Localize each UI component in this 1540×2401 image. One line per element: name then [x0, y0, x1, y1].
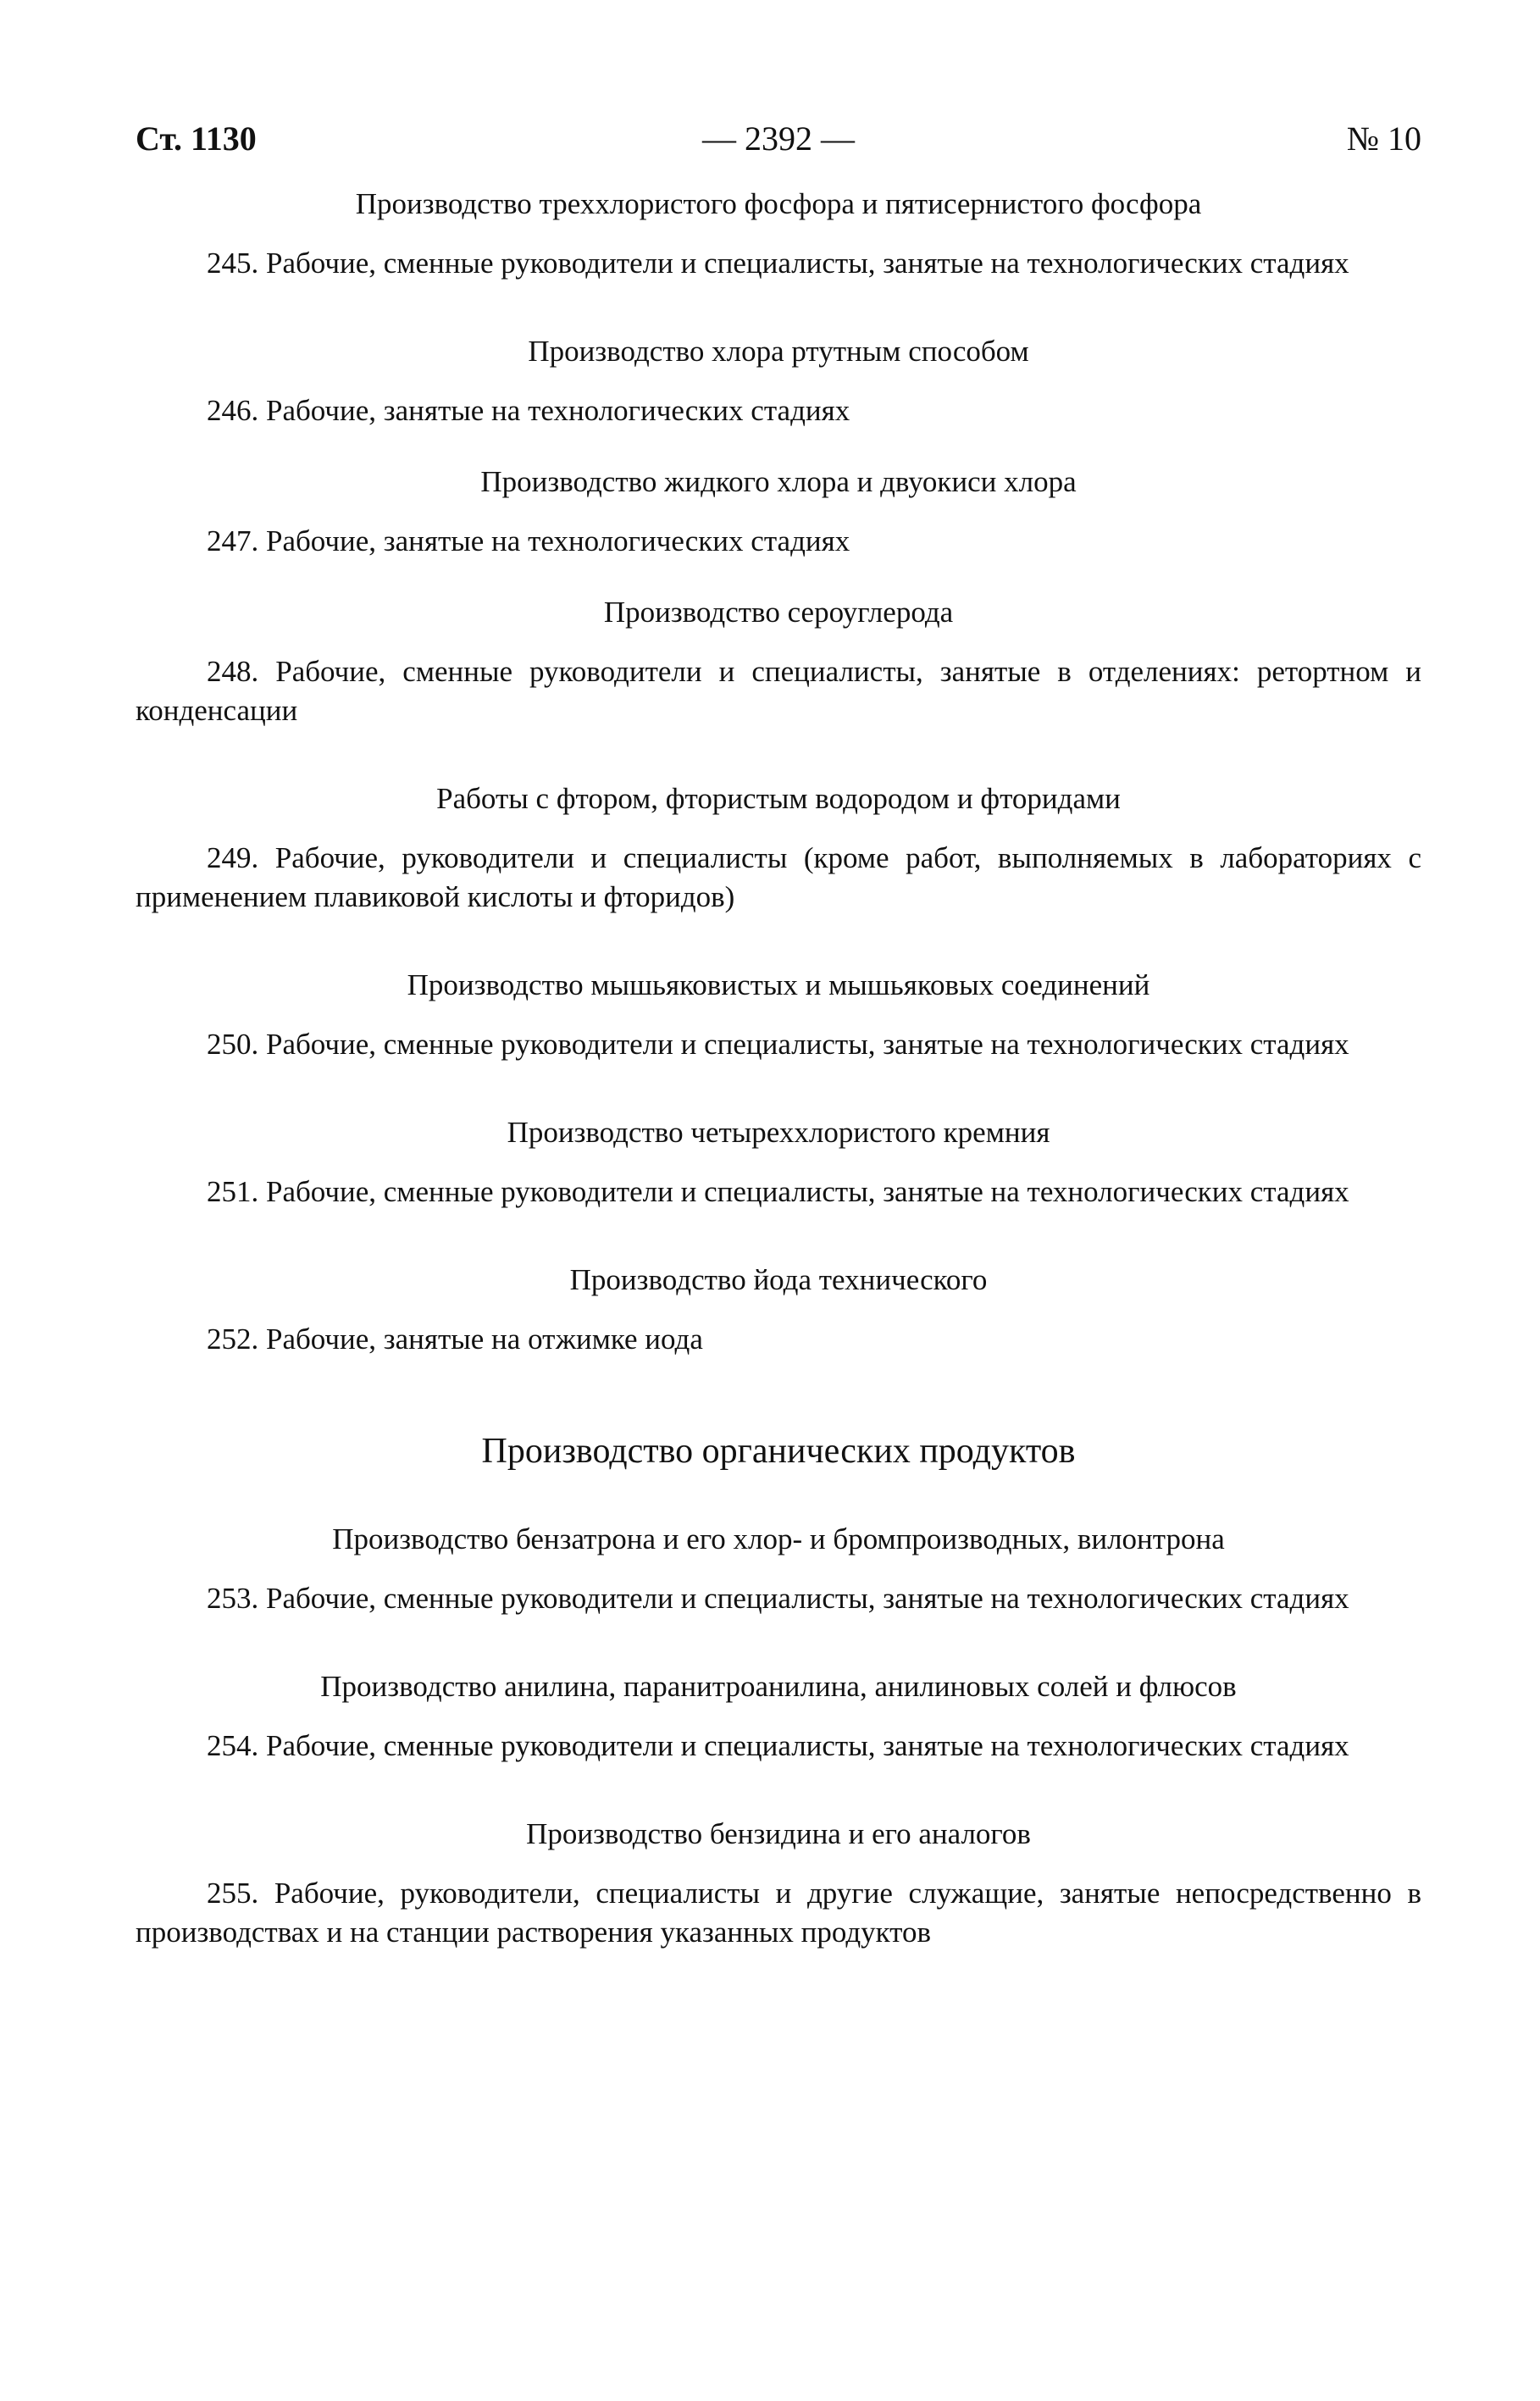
section-title: Производство треххлористого фосфора и пятисернистого фосфора	[355, 187, 1202, 220]
major-section-heading: Производство органических продуктов	[481, 1432, 1076, 1471]
list-item: 252. Рабочие, занятые на отжимке иода	[207, 1322, 703, 1356]
section-title: Производство анилина, паранитроанилина, анилиновых солей и флюсов	[320, 1670, 1237, 1703]
list-item: 254. Рабочие, сменные руководители и специалисты, занятые на технологических стадиях	[207, 1729, 1349, 1762]
section-block	[136, 332, 1421, 430]
section-block	[136, 1113, 1421, 1212]
section-title: Производство четыреххлористого кремния	[507, 1116, 1050, 1149]
section-title: Производство жидкого хлора и двуокиси хлора	[480, 465, 1077, 498]
document-body	[136, 185, 1421, 1952]
list-item: 247. Рабочие, занятые на технологических стадиях	[207, 524, 850, 557]
section-block	[136, 1520, 1421, 1618]
list-item: 255. Рабочие, руководители, специалисты и другие служащие, занятые непосредственно в производствах и на станции растворения указанных продуктов	[136, 1877, 1421, 1949]
list-item: 250. Рабочие, сменные руководители и специалисты, занятые на технологических стадиях	[207, 1028, 1349, 1061]
section-block	[136, 463, 1421, 561]
section-title: Производство йода технического	[569, 1263, 988, 1296]
section-block	[136, 1667, 1421, 1766]
section-block	[136, 779, 1421, 917]
issue-number: № 10	[1346, 119, 1421, 158]
section-block	[136, 185, 1421, 283]
list-item: 251. Рабочие, сменные руководители и специалисты, занятые на технологических стадиях	[207, 1175, 1349, 1208]
section-title: Работы с фтором, фтористым водородом и фторидами	[436, 782, 1121, 815]
section-block	[136, 1815, 1421, 1952]
section-title: Производство хлора ртутным способом	[528, 335, 1029, 368]
page-number: — 2392 —	[702, 119, 855, 158]
section-block	[136, 1261, 1421, 1359]
section-block	[136, 593, 1421, 730]
page-header	[136, 119, 1421, 169]
list-item: 253. Рабочие, сменные руководители и специалисты, занятые на технологических стадиях	[207, 1582, 1349, 1615]
article-number: Ст. 1130	[136, 119, 257, 158]
list-item: 249. Рабочие, руководители и специалисты (кроме работ, выполняемых в лабораториях с применением плавиковой кислоты и фторидов)	[136, 841, 1421, 913]
section-title: Производство мышьяковистых и мышьяковых соединений	[407, 968, 1150, 1001]
list-item: 248. Рабочие, сменные руководители и специалисты, занятые в отделениях: ретортном и конденсации	[136, 655, 1421, 727]
section-title: Производство бензидина и его аналогов	[526, 1817, 1031, 1850]
section-title: Производство бензатрона и его хлор- и бромпроизводных, вилонтрона	[332, 1522, 1225, 1555]
section-title: Производство сероуглерода	[603, 596, 954, 629]
list-item: 245. Рабочие, сменные руководители и специалисты, занятые на технологических стадиях	[207, 247, 1349, 280]
section-block	[136, 966, 1421, 1064]
list-item: 246. Рабочие, занятые на технологических стадиях	[207, 394, 850, 427]
